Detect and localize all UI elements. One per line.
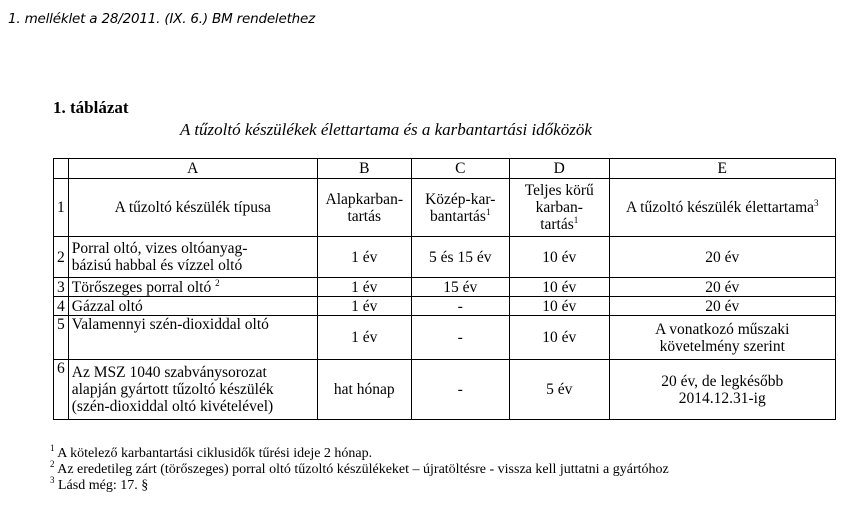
column-letter-b: B	[317, 159, 411, 179]
cell-lifetime: 20 év	[609, 237, 835, 278]
cell-type	[68, 237, 317, 278]
cell-basic: 1 év	[317, 278, 411, 297]
cell-full: 10 év	[509, 278, 609, 297]
column-letter-e: E	[609, 159, 835, 179]
cell-full: 10 év	[509, 237, 609, 278]
cell-basic: 1 év	[317, 297, 411, 316]
type-line1: Az MSZ 1040 szabványsorozat	[71, 364, 267, 381]
column-letter-d: D	[509, 159, 609, 179]
cell-full: 5 év	[509, 360, 609, 420]
footnote-text: Az eredetileg zárt (törőszeges) porral oltó tűzoltó készülékeket – újratöltésre - vissza kell juttatni a gyártóhoz	[57, 462, 669, 477]
row-number: 5	[54, 316, 69, 360]
cell-full: 10 év	[509, 297, 609, 316]
row-number: 1	[54, 179, 69, 237]
header-mid-line2: bantartás	[430, 207, 486, 225]
header-basic-maintenance	[317, 179, 411, 237]
cell-mid: 5 és 15 év	[411, 237, 509, 278]
document-header: 1. melléklet a 28/2011. (IX. 6.) BM rendelethez	[8, 11, 316, 27]
cell-mid: -	[411, 360, 509, 420]
corner-cell	[54, 159, 69, 179]
lifetime-line1: 20 év, de legkésőbb	[661, 372, 784, 390]
cell-mid: -	[411, 316, 509, 360]
table-row	[54, 278, 836, 297]
header-lifetime-text: A tűzoltó készülék élettartama	[625, 199, 815, 216]
footnote-mark: 3	[50, 475, 55, 485]
type-line3: (szén-dioxiddal oltó kivételével)	[71, 398, 274, 415]
cell-lifetime	[609, 360, 835, 420]
header-type: A tűzoltó készülék típusa	[68, 179, 317, 237]
table-title: 1. táblázat	[53, 98, 129, 117]
footnote-text: Lásd még: 17. §	[58, 478, 149, 493]
header-full-line2: karban-	[535, 199, 583, 216]
cell-lifetime: 20 év	[609, 278, 835, 297]
row-number: 2	[54, 237, 69, 278]
lifetime-line2: 2014.12.31-ig	[678, 389, 766, 407]
footnote-2	[50, 459, 669, 478]
cell-basic: hat hónap	[317, 360, 411, 420]
header-basic-line2: tartás	[347, 207, 382, 225]
column-letter-a: A	[68, 159, 317, 179]
maintenance-table	[53, 158, 836, 420]
cell-mid: 15 év	[411, 278, 509, 297]
footnote-mark: 1	[50, 443, 55, 453]
type-line2: bázisú habbal és vízzel oltó	[71, 257, 243, 274]
type-line2: alapján gyártott tűzoltó készülék	[71, 381, 274, 398]
header-mid-maintenance	[411, 179, 509, 237]
row-number: 6	[54, 360, 69, 420]
lifetime-line2: követelmény szerint	[659, 337, 785, 355]
lifetime-line1: A vonatkozó műszaki	[655, 320, 790, 338]
cell-type	[68, 278, 317, 297]
table-row	[54, 316, 836, 360]
table-row	[54, 360, 836, 420]
type-line1: Porral oltó, vizes oltóanyag-	[71, 240, 248, 257]
table-row	[54, 297, 836, 316]
cell-full: 10 év	[509, 316, 609, 360]
header-lifetime	[609, 179, 835, 237]
header-full-line1: Teljes körű	[524, 182, 594, 199]
footnote-ref: 1	[485, 206, 491, 217]
header-mid-line1: Közép-kar-	[425, 190, 496, 208]
footnote-text: A kötelező karbantartási ciklusidők tűrési ideje 2 hónap.	[57, 446, 373, 461]
table-header-row	[54, 179, 836, 237]
cell-type: Valamennyi szén-dioxiddal oltó	[68, 316, 317, 360]
cell-type: Gázzal oltó	[68, 297, 317, 316]
row-number: 3	[54, 278, 69, 297]
cell-type	[68, 360, 317, 420]
footnotes	[50, 443, 669, 494]
row-number: 4	[54, 297, 69, 316]
cell-mid: -	[411, 297, 509, 316]
header-full-line3: tartás	[540, 216, 574, 233]
footnote-ref: 2	[215, 277, 220, 288]
footnote-ref: 3	[814, 198, 819, 208]
footnote-ref: 1	[573, 215, 579, 225]
cell-lifetime: 20 év	[609, 297, 835, 316]
type-line1: Törőszeges porral oltó	[71, 278, 212, 296]
column-letter-row	[54, 159, 836, 179]
header-basic-line1: Alapkarban-	[325, 190, 403, 208]
cell-basic: 1 év	[317, 316, 411, 360]
cell-basic: 1 év	[317, 237, 411, 278]
cell-lifetime	[609, 316, 835, 360]
footnote-mark: 2	[50, 459, 55, 469]
header-full-maintenance	[509, 179, 609, 237]
table-row	[54, 237, 836, 278]
table-subtitle: A tűzoltó készülékek élettartama és a karbantartási időközök	[180, 120, 592, 139]
footnote-3	[50, 475, 669, 494]
column-letter-c: C	[411, 159, 509, 179]
footnote-1	[50, 443, 669, 462]
